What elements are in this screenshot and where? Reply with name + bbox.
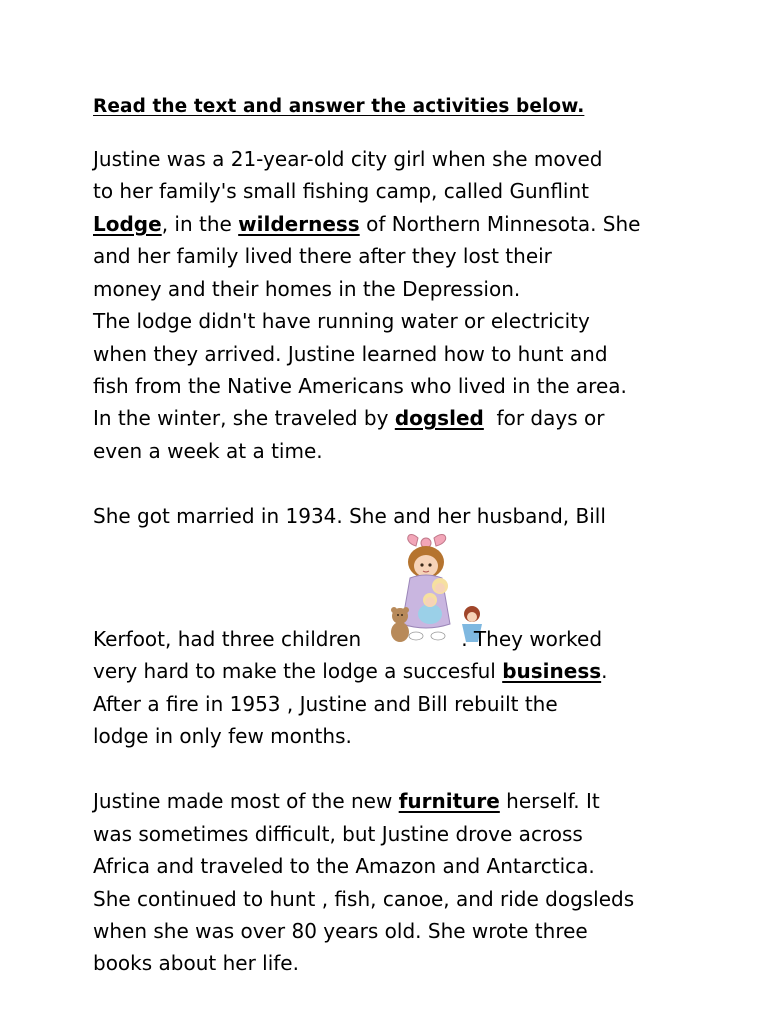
vocab-word-dogsled: dogsled	[394, 406, 484, 430]
text-fragment: In the winter, she traveled by	[93, 406, 395, 430]
text-fragment: for days or	[483, 406, 605, 430]
page-title: Read the text and answer the activities below.	[93, 96, 585, 117]
text-line: After a fire in 1953 , Justine and Bill rebuilt the	[93, 692, 558, 716]
text-line: lodge in only few months.	[93, 724, 352, 748]
text-line	[93, 406, 604, 430]
text-line: She continued to hunt , fish, canoe, and ride dogsleds	[93, 887, 635, 911]
text-line: The lodge didn't have running water or electricity	[93, 309, 590, 333]
vocab-word-lodge: Lodge	[93, 212, 162, 236]
text-line: to her family's small fishing camp, called Gunflint	[93, 179, 589, 203]
text-line: Justine was a 21-year-old city girl when she moved	[93, 147, 603, 171]
text-fragment: Kerfoot, had three children	[93, 627, 362, 651]
text-line: and her family lived there after they lost their	[93, 244, 552, 268]
vocab-word-wilderness: wilderness	[238, 212, 360, 236]
text-line: when they arrived. Justine learned how to hunt and	[93, 342, 608, 366]
text-line: when she was over 80 years old. She wrote three	[93, 919, 588, 943]
text-line: was sometimes difficult, but Justine drove across	[93, 822, 583, 846]
text-fragment: .	[601, 659, 608, 683]
text-fragment: of Northern Minnesota. She	[359, 212, 641, 236]
text-line	[93, 627, 602, 651]
text-line: fish from the Native Americans who lived in the area.	[93, 374, 627, 398]
vocab-word-business: business	[502, 659, 602, 683]
text-fragment: , in the	[161, 212, 239, 236]
text-line: even a week at a time.	[93, 439, 323, 463]
text-fragment: herself. It	[499, 789, 600, 813]
text-line: Africa and traveled to the Amazon and Antarctica.	[93, 854, 595, 878]
text-fragment: very hard to make the lodge a succesful	[93, 659, 503, 683]
text-line	[93, 789, 600, 813]
vocab-word-furniture: furniture	[398, 789, 500, 813]
text-line	[93, 659, 608, 683]
text-line: books about her life.	[93, 951, 299, 975]
text-fragment: . They worked	[461, 627, 603, 651]
text-line: money and their homes in the Depression.	[93, 277, 521, 301]
text-fragment: Justine made most of the new	[93, 789, 399, 813]
text-line: She got married in 1934. She and her husband, Bill	[93, 504, 606, 528]
text-line	[93, 212, 640, 236]
